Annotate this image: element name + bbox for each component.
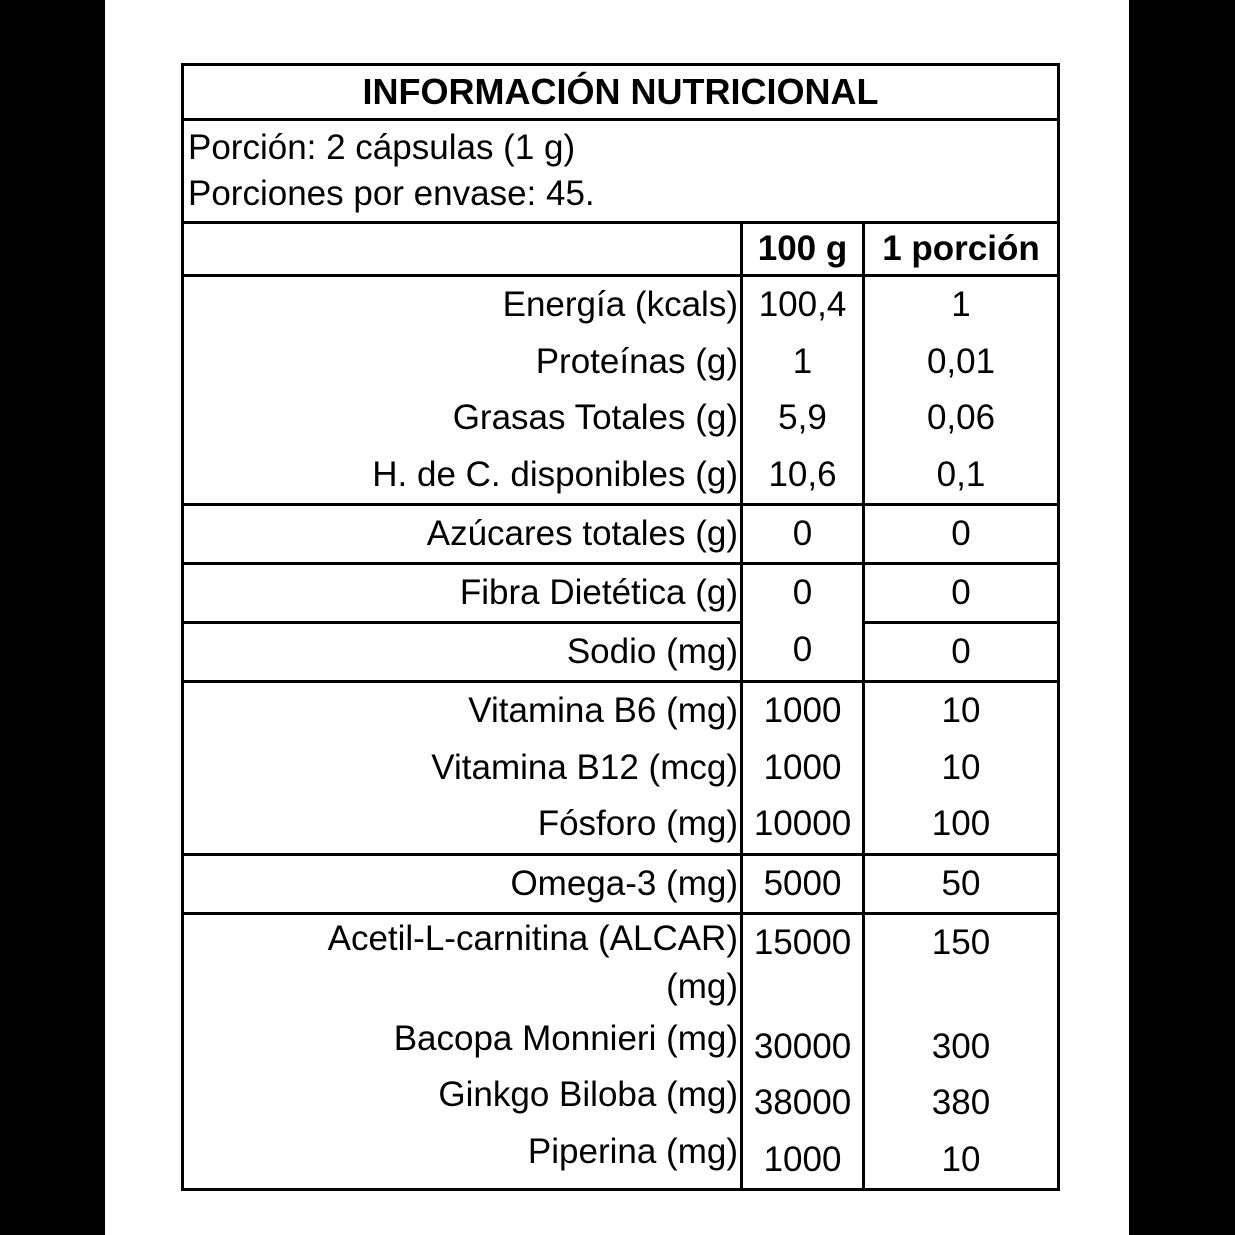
servings-per-container: Porciones por envase: 45. [188, 174, 595, 213]
nutrient-name: H. de C. disponibles (g) [372, 454, 738, 494]
nutrient-name: Fósforo (mg) [537, 804, 738, 843]
nutrient-name: Energía (kcals) [502, 285, 738, 324]
values-portion [864, 913, 1059, 1190]
serving-info [183, 120, 1059, 223]
value-100g: 5000 [742, 854, 864, 913]
nutrient-names [183, 913, 742, 1190]
nutrition-facts-label [181, 63, 1057, 1191]
nutrient-name: Grasas Totales (g) [452, 398, 738, 437]
values-100g [742, 276, 864, 505]
values-100g [742, 913, 864, 1190]
value-portion: 10 [941, 691, 981, 730]
value-100g: 1000 [763, 747, 842, 787]
nutrient-row-fiber [183, 564, 1059, 623]
nutrient-name: Proteínas (g) [535, 341, 738, 381]
nutrient-group-vitamins [183, 682, 1059, 855]
value-portion: 380 [931, 1083, 991, 1122]
nutrient-row-omega3 [183, 854, 1059, 913]
column-header-100g: 100 g [742, 223, 864, 276]
nutrient-name: Piperina (mg) [527, 1131, 738, 1171]
nutrient-names [183, 682, 742, 855]
value-100g: 10000 [753, 804, 852, 843]
nutrient-name: Omega-3 (mg) [183, 854, 742, 913]
value-100g: 10,6 [768, 454, 837, 494]
label-title: INFORMACIÓN NUTRICIONAL [183, 65, 1059, 120]
nutrient-names [183, 276, 742, 505]
values-portion [864, 682, 1059, 855]
nutrient-name: Ginkgo Biloba (mg) [438, 1075, 738, 1114]
value-portion: 0 [864, 505, 1059, 564]
value-portion: 150 [931, 922, 991, 962]
values-100g-merged [742, 564, 864, 682]
nutrient-name: Sodio (mg) [183, 623, 742, 682]
value-portion: 300 [931, 1026, 991, 1066]
serving-size: Porción: 2 cápsulas (1 g) [188, 128, 576, 167]
values-portion [864, 276, 1059, 505]
value-100g: 15000 [753, 922, 852, 962]
value-portion: 10 [941, 1139, 981, 1179]
value-portion: 0,1 [936, 454, 986, 494]
value-portion: 0,01 [926, 341, 996, 381]
value-portion: 100 [931, 804, 991, 843]
values-100g [742, 682, 864, 855]
left-black-border [0, 0, 105, 1235]
value-portion: 0 [864, 623, 1059, 682]
nutrient-name: Vitamina B12 (mcg) [431, 747, 738, 787]
nutrient-name-line: (mg) [666, 966, 738, 1006]
value-100g: 0 [742, 505, 864, 564]
column-header-portion: 1 porción [864, 223, 1059, 276]
nutrient-group-macros [183, 276, 1059, 505]
nutrient-name: Azúcares totales (g) [183, 505, 742, 564]
nutrient-row-sugars [183, 505, 1059, 564]
value-100g: 1000 [763, 1139, 842, 1179]
nutrient-name: Vitamina B6 (mg) [468, 691, 738, 730]
nutrient-name-alcar [184, 915, 738, 1011]
right-black-border [1129, 0, 1235, 1235]
value-100g: 30000 [753, 1026, 852, 1066]
nutrient-name: Bacopa Monnieri (mg) [393, 1018, 738, 1058]
value-100g: 100,4 [758, 285, 847, 324]
value-100g: 1 [792, 341, 813, 381]
value-100g: 0 [792, 573, 813, 612]
value-portion: 10 [941, 747, 981, 787]
header-empty-cell [183, 223, 742, 276]
value-portion: 1 [951, 285, 971, 324]
value-100g: 1000 [763, 691, 842, 730]
value-portion: 0 [864, 564, 1059, 623]
value-portion: 0,06 [926, 398, 996, 437]
nutrition-table [181, 63, 1060, 1191]
nutrient-group-actives [183, 913, 1059, 1190]
nutrient-row-sodium [183, 623, 1059, 682]
value-portion: 50 [864, 854, 1059, 913]
value-100g: 5,9 [778, 398, 827, 437]
value-100g: 0 [792, 629, 813, 669]
nutrient-name-line: Acetil-L-carnitina (ALCAR) [327, 918, 738, 958]
value-100g: 38000 [753, 1083, 852, 1122]
nutrient-name: Fibra Dietética (g) [183, 564, 742, 623]
